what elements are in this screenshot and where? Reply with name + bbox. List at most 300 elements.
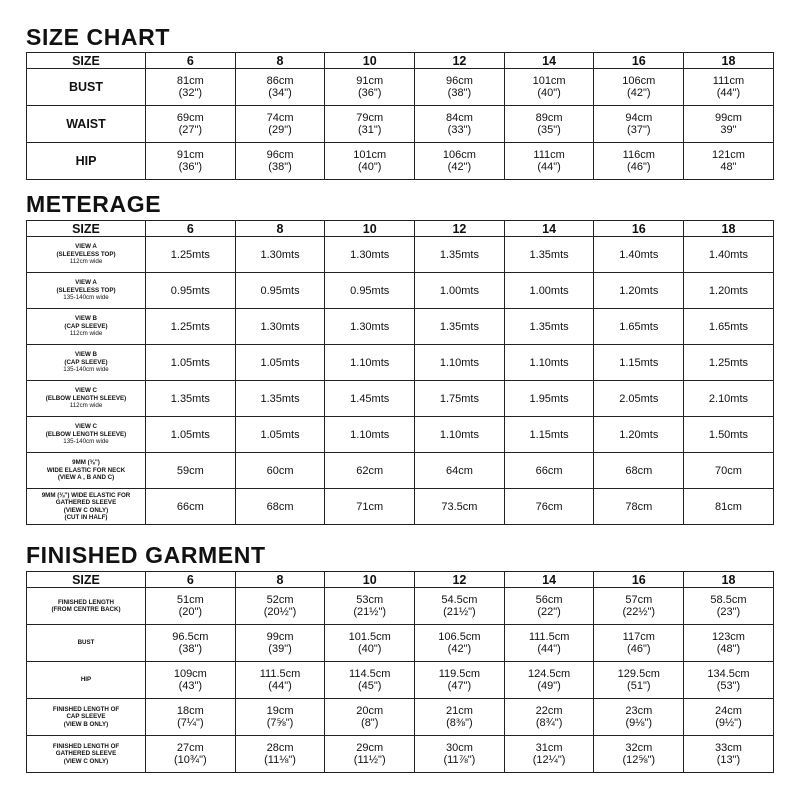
value-cell: 1.05mts bbox=[235, 417, 325, 453]
metric-value: 21cm bbox=[445, 705, 473, 717]
value-cell: 1.15mts bbox=[504, 417, 594, 453]
header-row bbox=[27, 221, 774, 237]
imperial-value: (38") bbox=[178, 643, 203, 655]
size-header-cell: 12 bbox=[415, 53, 505, 69]
row-label-line: (ELBOW LENGTH SLEEVE) bbox=[45, 430, 127, 438]
row-label-line: FINISHED LENGTH bbox=[57, 598, 115, 606]
value-cell bbox=[415, 143, 505, 180]
row-label bbox=[27, 662, 146, 699]
value-cell bbox=[235, 69, 325, 106]
value-cell: 66cm bbox=[504, 453, 594, 489]
finished-garment-table bbox=[26, 571, 774, 773]
metric-value: 124.5cm bbox=[527, 668, 571, 680]
size-header-cell: 6 bbox=[146, 221, 236, 237]
metric-value: 111cm bbox=[712, 75, 745, 87]
row-label bbox=[27, 625, 146, 662]
imperial-value: (12¼") bbox=[532, 754, 566, 766]
imperial-value: (34") bbox=[268, 87, 292, 99]
value-cell: 0.95mts bbox=[146, 273, 236, 309]
value-cell: 1.75mts bbox=[415, 381, 505, 417]
imperial-value: (22½") bbox=[622, 606, 656, 618]
metric-value: 53cm bbox=[356, 594, 384, 606]
value-cell: 76cm bbox=[504, 489, 594, 525]
finished-garment-title: FINISHED GARMENT bbox=[26, 542, 266, 568]
table-row bbox=[27, 106, 774, 143]
row-label-line: (VIEW A , B AND C) bbox=[57, 474, 115, 482]
imperial-value: (42") bbox=[627, 87, 651, 99]
imperial-value: (51") bbox=[627, 680, 651, 692]
metric-value: 117cm bbox=[622, 631, 655, 643]
metric-value: 121cm bbox=[711, 149, 745, 161]
value-cell bbox=[594, 699, 684, 736]
value-cell bbox=[504, 106, 594, 143]
value-cell bbox=[594, 736, 684, 773]
row-label-line: CAP SLEEVE bbox=[66, 713, 106, 721]
metric-value: 74cm bbox=[266, 112, 294, 124]
metric-value: 19cm bbox=[266, 705, 294, 717]
table-row bbox=[27, 625, 774, 662]
row-label bbox=[27, 309, 146, 345]
value-cell bbox=[325, 699, 415, 736]
value-cell bbox=[415, 662, 505, 699]
value-cell bbox=[415, 625, 505, 662]
value-cell bbox=[235, 662, 325, 699]
metric-value: 58.5cm bbox=[710, 594, 747, 606]
imperial-value: (44") bbox=[537, 643, 561, 655]
imperial-value: (37") bbox=[627, 124, 651, 136]
imperial-value: (11⅞") bbox=[443, 754, 476, 766]
imperial-value: (36") bbox=[178, 161, 203, 173]
row-label bbox=[27, 453, 146, 489]
value-cell: 1.35mts bbox=[235, 381, 325, 417]
row-label bbox=[27, 736, 146, 773]
row-label: HIP bbox=[27, 143, 146, 180]
imperial-value: (46") bbox=[627, 643, 651, 655]
metric-value: 79cm bbox=[356, 112, 384, 124]
metric-value: 116cm bbox=[622, 149, 655, 161]
table-row bbox=[27, 699, 774, 736]
metric-value: 89cm bbox=[535, 112, 563, 124]
row-label bbox=[27, 417, 146, 453]
value-cell: 1.65mts bbox=[684, 309, 774, 345]
value-cell bbox=[684, 588, 774, 625]
value-cell bbox=[594, 662, 684, 699]
metric-value: 91cm bbox=[356, 75, 384, 87]
value-cell bbox=[235, 699, 325, 736]
value-cell: 1.00mts bbox=[504, 273, 594, 309]
imperial-value: 39" bbox=[720, 124, 737, 136]
table-row bbox=[27, 662, 774, 699]
row-label: BUST bbox=[27, 69, 146, 106]
row-label-line: (VIEW B ONLY) bbox=[63, 720, 109, 728]
value-cell bbox=[684, 69, 774, 106]
value-cell bbox=[325, 625, 415, 662]
fabric-width-note: 135-140cm wide bbox=[63, 366, 109, 374]
size-header-cell: 10 bbox=[325, 572, 415, 588]
value-cell: 1.45mts bbox=[325, 381, 415, 417]
size-header-cell: 14 bbox=[504, 53, 594, 69]
value-cell: 81cm bbox=[684, 489, 774, 525]
metric-value: 30cm bbox=[445, 742, 473, 754]
row-label-line: FINISHED LENGTH OF bbox=[52, 705, 120, 713]
value-cell: 59cm bbox=[146, 453, 236, 489]
value-cell: 70cm bbox=[684, 453, 774, 489]
value-cell bbox=[325, 662, 415, 699]
row-label-line: GATHERED SLEEVE bbox=[55, 499, 117, 506]
header-row bbox=[27, 572, 774, 588]
header-row bbox=[27, 53, 774, 69]
row-label-line: VIEW C bbox=[74, 387, 97, 395]
row-label-line: (VIEW C ONLY) bbox=[63, 506, 109, 514]
table-row bbox=[27, 381, 774, 417]
imperial-value: (9⅛") bbox=[625, 717, 653, 729]
size-header-cell: 12 bbox=[415, 221, 505, 237]
row-label-line: (CUT IN HALF) bbox=[64, 514, 108, 521]
row-label-line: (ELBOW LENGTH SLEEVE) bbox=[45, 394, 127, 402]
value-cell: 73.5cm bbox=[415, 489, 505, 525]
value-cell bbox=[684, 106, 774, 143]
row-label-line: (CAP SLEEVE) bbox=[64, 322, 108, 330]
metric-value: 111.5cm bbox=[528, 631, 570, 643]
row-label-line: VIEW A bbox=[75, 279, 97, 287]
size-header-cell: 6 bbox=[146, 53, 236, 69]
imperial-value: (27") bbox=[178, 124, 203, 136]
value-cell: 2.05mts bbox=[594, 381, 684, 417]
metric-value: 111cm bbox=[533, 149, 565, 161]
value-cell bbox=[504, 736, 594, 773]
value-cell: 1.40mts bbox=[594, 237, 684, 273]
imperial-value: (12⅝") bbox=[622, 754, 656, 766]
value-cell: 1.35mts bbox=[415, 309, 505, 345]
metric-value: 56cm bbox=[535, 594, 563, 606]
value-cell bbox=[146, 625, 236, 662]
imperial-value: (39") bbox=[268, 643, 292, 655]
value-cell: 64cm bbox=[415, 453, 505, 489]
value-cell bbox=[594, 143, 684, 180]
imperial-value: (47") bbox=[447, 680, 472, 692]
metric-value: 119.5cm bbox=[438, 668, 481, 680]
table-row bbox=[27, 309, 774, 345]
size-header-cell: 18 bbox=[684, 221, 774, 237]
imperial-value: (32") bbox=[178, 87, 203, 99]
value-cell bbox=[594, 588, 684, 625]
imperial-value: (44") bbox=[716, 87, 741, 99]
imperial-value: (8⅜") bbox=[446, 717, 473, 729]
metric-value: 31cm bbox=[535, 742, 563, 754]
value-cell bbox=[146, 106, 236, 143]
value-cell: 1.00mts bbox=[415, 273, 505, 309]
value-cell bbox=[325, 588, 415, 625]
value-cell: 1.95mts bbox=[504, 381, 594, 417]
value-cell: 1.10mts bbox=[415, 417, 505, 453]
size-header-label: SIZE bbox=[27, 221, 146, 237]
value-cell: 0.95mts bbox=[325, 273, 415, 309]
value-cell: 1.35mts bbox=[504, 237, 594, 273]
size-header-cell: 18 bbox=[684, 53, 774, 69]
value-cell bbox=[594, 69, 684, 106]
row-label-line: VIEW C bbox=[74, 423, 97, 431]
value-cell bbox=[684, 736, 774, 773]
value-cell: 1.10mts bbox=[325, 345, 415, 381]
row-label-line: VIEW B bbox=[74, 315, 97, 323]
value-cell: 1.50mts bbox=[684, 417, 774, 453]
fabric-width-note: 112cm wide bbox=[69, 330, 103, 338]
metric-value: 51cm bbox=[176, 594, 204, 606]
metric-value: 96cm bbox=[266, 149, 294, 161]
value-cell bbox=[146, 588, 236, 625]
row-label bbox=[27, 588, 146, 625]
imperial-value: (22") bbox=[537, 606, 561, 618]
value-cell bbox=[504, 69, 594, 106]
imperial-value: (44") bbox=[268, 680, 292, 692]
value-cell bbox=[146, 69, 236, 106]
value-cell bbox=[146, 699, 236, 736]
row-label-line: FINISHED LENGTH OF bbox=[52, 742, 120, 750]
size-header-cell: 10 bbox=[325, 53, 415, 69]
row-label bbox=[27, 345, 146, 381]
metric-value: 29cm bbox=[356, 742, 384, 754]
value-cell: 1.20mts bbox=[594, 273, 684, 309]
size-header-label: SIZE bbox=[27, 572, 146, 588]
metric-value: 101cm bbox=[532, 75, 566, 87]
metric-value: 96.5cm bbox=[172, 631, 209, 643]
table-row bbox=[27, 237, 774, 273]
table-row bbox=[27, 417, 774, 453]
value-cell bbox=[504, 699, 594, 736]
value-cell bbox=[235, 106, 325, 143]
value-cell bbox=[504, 588, 594, 625]
imperial-value: (20½") bbox=[263, 606, 297, 618]
table-row bbox=[27, 143, 774, 180]
size-header-cell: 14 bbox=[504, 572, 594, 588]
imperial-value: (13") bbox=[716, 754, 741, 766]
value-cell bbox=[415, 699, 505, 736]
value-cell: 1.30mts bbox=[325, 309, 415, 345]
row-label-line: (FROM CENTRE BACK) bbox=[51, 606, 121, 613]
row-label-line: VIEW A bbox=[75, 243, 97, 251]
value-cell: 2.10mts bbox=[684, 381, 774, 417]
metric-value: 84cm bbox=[445, 112, 473, 124]
metric-value: 27cm bbox=[176, 742, 204, 754]
size-header-cell: 8 bbox=[235, 572, 325, 588]
metric-value: 99cm bbox=[266, 631, 294, 643]
size-header-cell: 14 bbox=[504, 221, 594, 237]
value-cell: 1.30mts bbox=[235, 309, 325, 345]
row-label bbox=[27, 273, 146, 309]
metric-value: 106.5cm bbox=[438, 631, 481, 643]
table-row bbox=[27, 453, 774, 489]
value-cell bbox=[146, 662, 236, 699]
imperial-value: (33") bbox=[447, 124, 472, 136]
fabric-width-note: 135-140cm wide bbox=[63, 294, 109, 302]
imperial-value: (44") bbox=[537, 161, 561, 173]
value-cell bbox=[684, 625, 774, 662]
value-cell bbox=[684, 699, 774, 736]
size-header-cell: 12 bbox=[415, 572, 505, 588]
metric-value: 28cm bbox=[266, 742, 294, 754]
imperial-value: (8") bbox=[361, 717, 379, 729]
metric-value: 33cm bbox=[715, 742, 742, 754]
imperial-value: (11⅛") bbox=[264, 754, 296, 766]
row-label: WAIST bbox=[27, 106, 146, 143]
row-label-line: HIP bbox=[80, 676, 92, 684]
value-cell bbox=[684, 662, 774, 699]
size-header-cell: 8 bbox=[235, 53, 325, 69]
row-label-line: VIEW B bbox=[74, 351, 97, 359]
value-cell: 1.35mts bbox=[504, 309, 594, 345]
value-cell bbox=[235, 588, 325, 625]
value-cell: 1.10mts bbox=[504, 345, 594, 381]
metric-value: 86cm bbox=[266, 75, 294, 87]
metric-value: 18cm bbox=[176, 705, 204, 717]
size-header-cell: 8 bbox=[235, 221, 325, 237]
table-row bbox=[27, 69, 774, 106]
value-cell bbox=[325, 69, 415, 106]
row-label-line: 9MM (⅜") bbox=[72, 459, 100, 467]
imperial-value: (21½") bbox=[353, 606, 387, 618]
imperial-value: (7⅝") bbox=[266, 717, 294, 729]
value-cell bbox=[325, 106, 415, 143]
imperial-value: (45") bbox=[357, 680, 382, 692]
value-cell: 1.25mts bbox=[146, 237, 236, 273]
metric-value: 123cm bbox=[711, 631, 745, 643]
imperial-value: (38") bbox=[447, 87, 472, 99]
value-cell bbox=[594, 106, 684, 143]
size-header-cell: 16 bbox=[594, 53, 684, 69]
metric-value: 114.5cm bbox=[349, 668, 391, 680]
metric-value: 81cm bbox=[176, 75, 204, 87]
meterage-table bbox=[26, 220, 774, 525]
table-row bbox=[27, 345, 774, 381]
value-cell bbox=[146, 143, 236, 180]
metric-value: 111.5cm bbox=[259, 668, 301, 680]
value-cell bbox=[415, 736, 505, 773]
fabric-width-note: 112cm wide bbox=[69, 258, 103, 266]
imperial-value: (35") bbox=[537, 124, 561, 136]
row-label-line: 9MM (⅜") WIDE ELASTIC FOR bbox=[41, 491, 131, 499]
value-cell bbox=[325, 736, 415, 773]
table-row bbox=[27, 489, 774, 525]
value-cell: 68cm bbox=[235, 489, 325, 525]
metric-value: 54.5cm bbox=[441, 594, 478, 606]
value-cell bbox=[504, 625, 594, 662]
imperial-value: (11½") bbox=[353, 754, 386, 766]
value-cell bbox=[325, 143, 415, 180]
imperial-value: (7¼") bbox=[177, 717, 204, 729]
value-cell: 1.25mts bbox=[146, 309, 236, 345]
value-cell bbox=[235, 143, 325, 180]
size-header-cell: 16 bbox=[594, 221, 684, 237]
value-cell: 1.15mts bbox=[594, 345, 684, 381]
size-header-cell: 6 bbox=[146, 572, 236, 588]
metric-value: 32cm bbox=[625, 742, 653, 754]
metric-value: 91cm bbox=[176, 149, 204, 161]
metric-value: 109cm bbox=[173, 668, 207, 680]
metric-value: 106cm bbox=[442, 149, 476, 161]
size-header-cell: 18 bbox=[684, 572, 774, 588]
value-cell bbox=[235, 736, 325, 773]
imperial-value: (48") bbox=[716, 643, 741, 655]
row-label bbox=[27, 381, 146, 417]
metric-value: 52cm bbox=[266, 594, 294, 606]
size-header-cell: 16 bbox=[594, 572, 684, 588]
metric-value: 20cm bbox=[356, 705, 384, 717]
value-cell: 78cm bbox=[594, 489, 684, 525]
imperial-value: (40") bbox=[357, 643, 382, 655]
imperial-value: (9½") bbox=[715, 717, 742, 729]
imperial-value: (49") bbox=[537, 680, 561, 692]
imperial-value: (42") bbox=[447, 643, 472, 655]
value-cell bbox=[504, 143, 594, 180]
metric-value: 134.5cm bbox=[707, 668, 750, 680]
row-label-line: (SLEEVELESS TOP) bbox=[56, 250, 116, 258]
value-cell: 60cm bbox=[235, 453, 325, 489]
metric-value: 99cm bbox=[715, 112, 742, 124]
size-header-label: SIZE bbox=[27, 53, 146, 69]
value-cell: 71cm bbox=[325, 489, 415, 525]
value-cell bbox=[415, 69, 505, 106]
value-cell: 1.30mts bbox=[235, 237, 325, 273]
metric-value: 57cm bbox=[625, 594, 653, 606]
value-cell: 1.20mts bbox=[684, 273, 774, 309]
imperial-value: (46") bbox=[627, 161, 651, 173]
imperial-value: (36") bbox=[357, 87, 382, 99]
row-label-line: (SLEEVELESS TOP) bbox=[56, 286, 116, 294]
imperial-value: (40") bbox=[537, 87, 561, 99]
value-cell: 62cm bbox=[325, 453, 415, 489]
value-cell: 68cm bbox=[594, 453, 684, 489]
imperial-value: (29") bbox=[268, 124, 292, 136]
value-cell: 1.05mts bbox=[235, 345, 325, 381]
row-label-line: (VIEW C ONLY) bbox=[63, 757, 109, 765]
imperial-value: 48" bbox=[720, 161, 737, 173]
size-header-cell: 10 bbox=[325, 221, 415, 237]
row-label bbox=[27, 237, 146, 273]
size-chart-title: SIZE CHART bbox=[26, 24, 170, 50]
metric-value: 24cm bbox=[715, 705, 742, 717]
imperial-value: (53") bbox=[716, 680, 741, 692]
value-cell: 1.10mts bbox=[325, 417, 415, 453]
metric-value: 106cm bbox=[622, 75, 656, 87]
row-label-line: GATHERED SLEEVE bbox=[55, 750, 117, 758]
value-cell: 1.10mts bbox=[415, 345, 505, 381]
imperial-value: (23") bbox=[716, 606, 741, 618]
imperial-value: (43") bbox=[178, 680, 203, 692]
imperial-value: (21½") bbox=[443, 606, 476, 618]
value-cell: 1.65mts bbox=[594, 309, 684, 345]
table-row bbox=[27, 736, 774, 773]
imperial-value: (40") bbox=[357, 161, 382, 173]
metric-value: 101cm bbox=[353, 149, 387, 161]
value-cell: 1.40mts bbox=[684, 237, 774, 273]
value-cell: 1.25mts bbox=[684, 345, 774, 381]
value-cell bbox=[235, 625, 325, 662]
metric-value: 94cm bbox=[625, 112, 653, 124]
value-cell bbox=[415, 106, 505, 143]
imperial-value: (20") bbox=[178, 606, 203, 618]
value-cell: 1.05mts bbox=[146, 345, 236, 381]
metric-value: 101.5cm bbox=[348, 631, 391, 643]
value-cell: 0.95mts bbox=[235, 273, 325, 309]
value-cell bbox=[594, 625, 684, 662]
imperial-value: (8¾") bbox=[535, 717, 563, 729]
value-cell: 1.35mts bbox=[146, 381, 236, 417]
fabric-width-note: 135-140cm wide bbox=[63, 438, 109, 446]
value-cell: 1.20mts bbox=[594, 417, 684, 453]
value-cell bbox=[415, 588, 505, 625]
metric-value: 96cm bbox=[445, 75, 473, 87]
value-cell: 1.35mts bbox=[415, 237, 505, 273]
